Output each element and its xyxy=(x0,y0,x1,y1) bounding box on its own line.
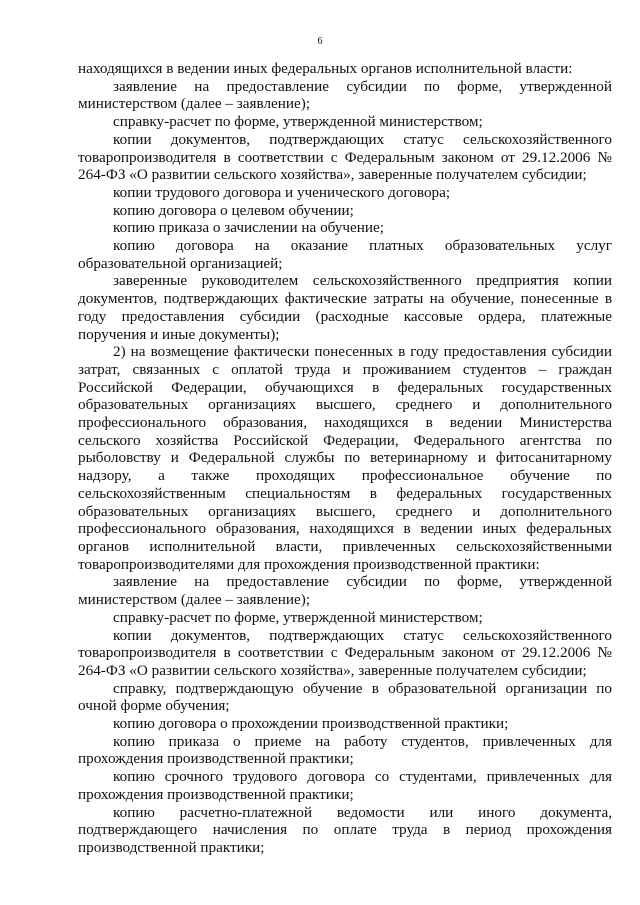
paragraph: копии документов, подтверждающих статус сельскохозяйственного товаропроизводителя в соответствии с Федеральным законом от 29.12.2006 № 264-ФЗ «О развитии сельского хозяйства», заверенные получателем субсидии; xyxy=(78,626,612,679)
paragraph: заверенные руководителем сельскохозяйственного предприятия копии документов, подтверждающих фактические затраты на обучение, понесенные в году предоставления субсидии (расходные кассовые ордера, платежные поручения и иные документы); xyxy=(78,272,612,343)
paragraph: копию расчетно-платежной ведомости или иного документа, подтверждающего начисления по оплате труда в период прохождения производственной практики; xyxy=(78,803,612,856)
paragraph: находящихся в ведении иных федеральных органов исполнительной власти: xyxy=(78,60,573,77)
paragraph: справку-расчет по форме, утвержденной министерством; xyxy=(113,113,483,131)
paragraph: справку, подтверждающую обучение в образовательной организации по очной форме обучения; xyxy=(78,679,612,715)
paragraph: копию договора о целевом обучении; xyxy=(113,201,354,219)
paragraph: заявление на предоставление субсидии по форме, утвержденной министерством (далее – заявление); xyxy=(78,77,612,113)
document-body xyxy=(78,60,612,857)
paragraph: копию срочного трудового договора со студентами, привлеченных для прохождения производственной практики; xyxy=(78,768,612,803)
paragraph: справку-расчет по форме, утвержденной министерством; xyxy=(113,608,483,626)
paragraph: копии трудового договора и ученического договора; xyxy=(113,183,451,201)
paragraph: копии документов, подтверждающих статус сельскохозяйственного товаропроизводителя в соответствии с Федеральным законом от 29.12.2006 № 264-ФЗ «О развитии сельского хозяйства», заверенные получателем субсидии; xyxy=(78,130,612,184)
paragraph: копию приказа о приеме на работу студентов, привлеченных для прохождения производственной практики; xyxy=(78,732,612,768)
paragraph: копию приказа о зачислении на обучение; xyxy=(113,219,385,237)
paragraph: копию договора о прохождении производственной практики; xyxy=(113,715,509,733)
page-number: 6 xyxy=(317,36,323,47)
paragraph: копию договора на оказание платных образовательных услуг образовательной организацией; xyxy=(78,237,612,272)
paragraph: заявление на предоставление субсидии по форме, утвержденной министерством (далее – заявление); xyxy=(78,573,612,609)
paragraph: 2) на возмещение фактически понесенных в году предоставления субсидии затрат, связанных с оплатой труда и проживанием студентов – граждан Российской Федерации, обучающихся в федеральных государственных образовательных организациях высшего, среднего и дополнительного профессионального образования, находящихся в ведении Министерства сельского хозяйства Российской Федерации, Федерального агентства по рыболовству и Федеральной службы по ветеринарному и фитосанитарному надзору, а также проходящих профессиональное обучение по сельскохозяйственным специальностям в федеральных государственных образовательных организациях высшего, среднего и дополнительного профессионального образования, находящихся в ведении иных федеральных органов исполнительной власти, привлеченных сельскохозяйственными товаропроизводителями для прохождения производственной практики: xyxy=(78,343,612,573)
